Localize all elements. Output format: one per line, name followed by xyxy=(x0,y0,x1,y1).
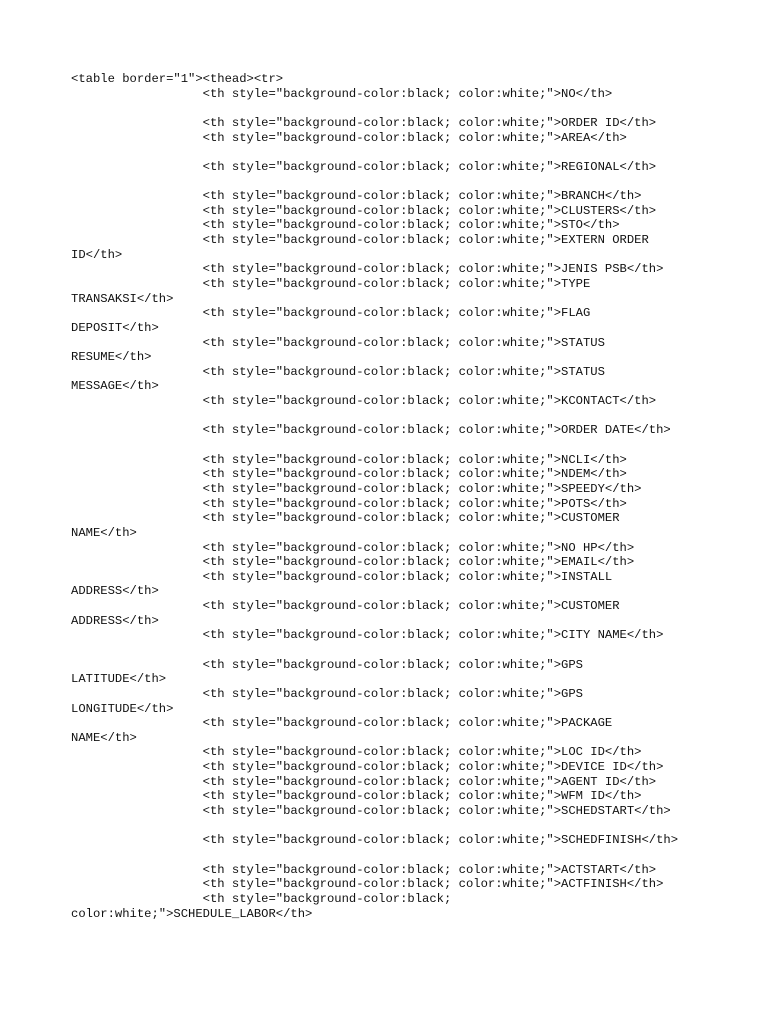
code-line: <th style="background-color:black; color:white;">CLUSTERS</th> xyxy=(71,203,657,218)
code-line: <th style="background-color:black; color:white;">NCLI</th> xyxy=(71,452,627,467)
code-line xyxy=(71,848,678,863)
code-line: <table border="1"><thead><tr> xyxy=(71,72,284,86)
code-line: MESSAGE</th> xyxy=(71,379,159,394)
code-line xyxy=(71,819,678,834)
code-line: <th style="background-color:black; color:white;">NDEM</th> xyxy=(71,467,627,482)
code-line: <th style="background-color:black; color:white;">CUSTOMER xyxy=(71,511,620,526)
code-line: <th style="background-color:black; color:white;">LOC ID</th> xyxy=(71,745,642,760)
code-line: LATITUDE</th> xyxy=(71,672,167,687)
code-line: <th style="background-color:black; color:white;">ACTFINISH</th> xyxy=(71,877,664,892)
code-line: <th style="background-color:black; color:white;">CUSTOMER xyxy=(71,599,620,614)
code-line: <th style="background-color:black; color:white;">ORDER ID</th> xyxy=(71,115,657,130)
code-listing xyxy=(71,72,678,921)
code-line: <th style="background-color:black; color:white;">KCONTACT</th> xyxy=(71,394,657,409)
code-line xyxy=(71,438,678,453)
code-line: <th style="background-color:black; color:white;">SPEEDY</th> xyxy=(71,481,642,496)
code-line: <th style="background-color:black; xyxy=(71,891,452,906)
code-line: <th style="background-color:black; color:white;">STO</th> xyxy=(71,218,620,233)
code-line xyxy=(71,101,678,116)
code-line xyxy=(71,409,678,424)
code-line: <th style="background-color:black; color:white;">SCHEDFINISH</th> xyxy=(71,833,679,848)
code-line: <th style="background-color:black; color:white;">ACTSTART</th> xyxy=(71,862,657,877)
code-line: <th style="background-color:black; color:white;">EXTERN ORDER xyxy=(71,233,649,248)
code-line: LONGITUDE</th> xyxy=(71,701,174,716)
code-line: DEPOSIT</th> xyxy=(71,320,159,335)
code-line: <th style="background-color:black; color:white;">GPS xyxy=(71,686,583,701)
code-line: color:white;">SCHEDULE_LABOR</th> xyxy=(71,906,313,921)
code-line: ADDRESS</th> xyxy=(71,584,159,599)
code-line xyxy=(71,145,678,160)
code-line: <th style="background-color:black; color:white;">REGIONAL</th> xyxy=(71,159,657,174)
code-line: <th style="background-color:black; color:white;">SCHEDSTART</th> xyxy=(71,804,671,819)
code-line: <th style="background-color:black; color:white;">PACKAGE xyxy=(71,716,613,731)
code-line: <th style="background-color:black; color:white;">AREA</th> xyxy=(71,130,627,145)
code-line: <th style="background-color:black; color:white;">NO HP</th> xyxy=(71,540,635,555)
code-line: NAME</th> xyxy=(71,525,137,540)
code-line xyxy=(71,643,678,658)
code-line: <th style="background-color:black; color:white;">INSTALL xyxy=(71,569,613,584)
code-line: <th style="background-color:black; color:white;">TYPE xyxy=(71,276,591,291)
code-line: <th style="background-color:black; color:white;">STATUS xyxy=(71,335,605,350)
code-line: <th style="background-color:black; color:white;">NO</th> xyxy=(71,86,613,101)
code-line: <th style="background-color:black; color:white;">CITY NAME</th> xyxy=(71,628,664,643)
code-line: ADDRESS</th> xyxy=(71,613,159,628)
code-line: RESUME</th> xyxy=(71,350,152,365)
code-line: <th style="background-color:black; color:white;">FLAG xyxy=(71,306,591,321)
code-line: <th style="background-color:black; color:white;">BRANCH</th> xyxy=(71,189,642,204)
code-line: <th style="background-color:black; color:white;">STATUS xyxy=(71,364,605,379)
code-line: <th style="background-color:black; color:white;">JENIS PSB</th> xyxy=(71,262,664,277)
code-line: ID</th> xyxy=(71,247,123,262)
code-line: <th style="background-color:black; color:white;">WFM ID</th> xyxy=(71,789,642,804)
code-line: <th style="background-color:black; color:white;">DEVICE ID</th> xyxy=(71,760,664,775)
code-line: <th style="background-color:black; color:white;">ORDER DATE</th> xyxy=(71,423,671,438)
code-line: <th style="background-color:black; color:white;">POTS</th> xyxy=(71,496,627,511)
code-line: TRANSAKSI</th> xyxy=(71,291,174,306)
code-line: <th style="background-color:black; color:white;">EMAIL</th> xyxy=(71,555,635,570)
code-line: <th style="background-color:black; color:white;">GPS xyxy=(71,657,583,672)
code-line: <th style="background-color:black; color:white;">AGENT ID</th> xyxy=(71,774,657,789)
code-line: NAME</th> xyxy=(71,730,137,745)
code-line xyxy=(71,174,678,189)
